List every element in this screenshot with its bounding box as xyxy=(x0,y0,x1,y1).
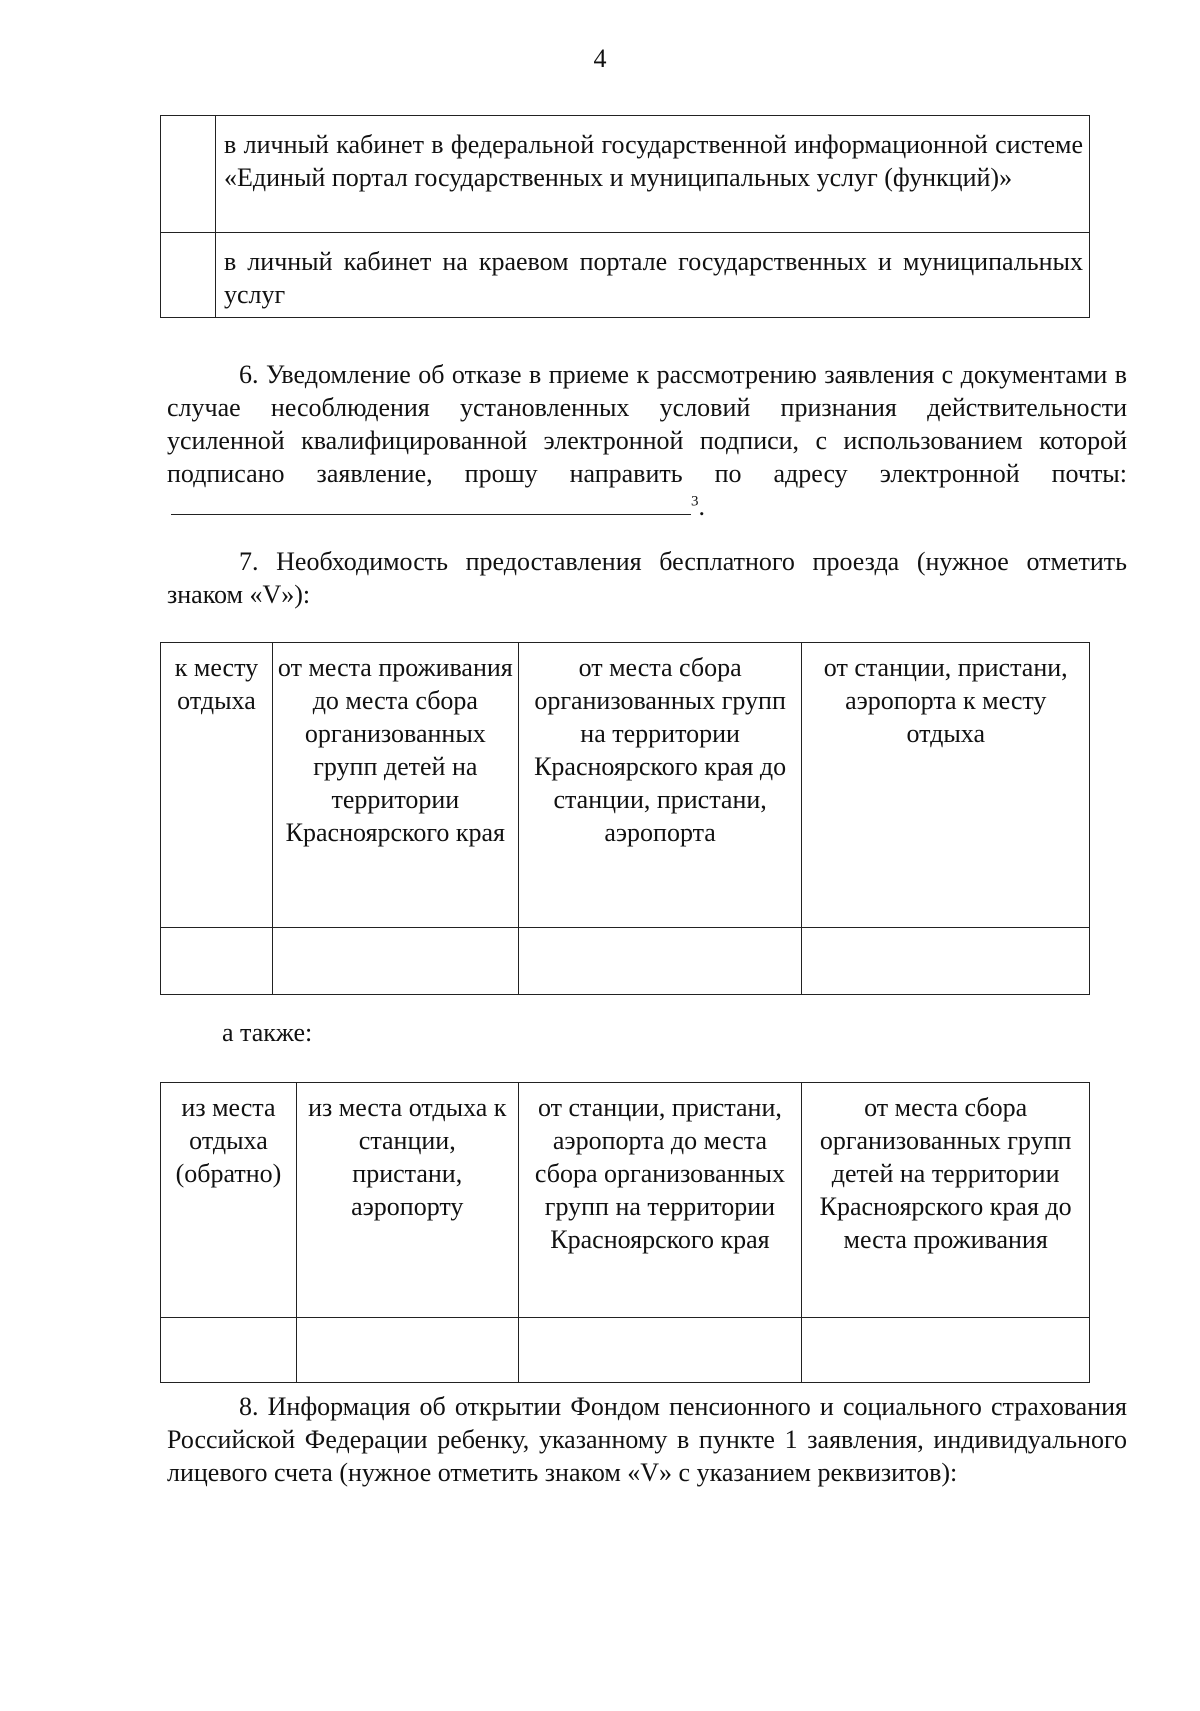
mark-cell[interactable] xyxy=(296,1318,518,1383)
section-7-paragraph xyxy=(167,545,1127,611)
page-number: 4 xyxy=(593,44,607,73)
table-header-row xyxy=(161,643,1090,928)
header-cell: от места проживания до места сбора организованных групп детей на территории Красноярского края xyxy=(272,643,518,928)
section-6-paragraph xyxy=(167,358,1127,523)
delivery-option-gosuslugi: в личный кабинет в федеральной государственной информационной системе «Единый портал государственных и муниципальных услуг (функций)» xyxy=(216,116,1090,233)
travel-back-table xyxy=(160,1082,1090,1383)
table-row xyxy=(161,233,1090,318)
header-cell: из места отдыха (обратно) xyxy=(161,1083,297,1318)
mark-cell[interactable] xyxy=(161,928,273,995)
header-cell: к месту отдыха xyxy=(161,643,273,928)
header-cell: от станции, пристани, аэропорта до места сбора организованных групп на территории Красноярского края xyxy=(518,1083,802,1318)
section-6-text: 6. Уведомление об отказе в приеме к рассмотрению заявления с документами в случае несоблюдения установленных условий признания действительности усиленной квалифицированной электронной подписи, с использованием которой подписано заявление, прошу направить по адресу электронной почты: xyxy=(167,360,1127,488)
mark-cell[interactable] xyxy=(161,1318,297,1383)
email-input-line[interactable] xyxy=(171,492,691,515)
section-8-paragraph xyxy=(167,1390,1127,1489)
travel-to-table xyxy=(160,642,1090,995)
mark-cell[interactable] xyxy=(802,928,1090,995)
section-7-text: 7. Необходимость предоставления бесплатного проезда (нужное отметить знаком «V»): xyxy=(167,547,1127,609)
delivery-method-table xyxy=(160,115,1090,318)
mark-cell[interactable] xyxy=(518,928,802,995)
mark-row xyxy=(161,928,1090,995)
table-row xyxy=(161,116,1090,233)
footnote-marker: 3 xyxy=(691,493,699,510)
mark-cell[interactable] xyxy=(518,1318,802,1383)
checkbox-cell[interactable] xyxy=(161,233,216,318)
header-cell: от станции, пристани, аэропорта к месту отдыха xyxy=(802,643,1090,928)
header-cell: от места сбора организованных групп на территории Красноярского края до станции, пристани, аэропорта xyxy=(518,643,802,928)
section-8-text: 8. Информация об открытии Фондом пенсионного и социального страхования Российской Федерации ребенку, указанному в пункте 1 заявления, индивидуального лицевого счета (нужное отметить знаком «V» с указанием реквизитов): xyxy=(167,1392,1127,1487)
mark-cell[interactable] xyxy=(802,1318,1090,1383)
also-label: а также: xyxy=(222,1018,313,1047)
checkbox-cell[interactable] xyxy=(161,116,216,233)
delivery-option-regional-portal: в личный кабинет на краевом портале государственных и муниципальных услуг xyxy=(216,233,1090,318)
mark-row xyxy=(161,1318,1090,1383)
header-cell: от места сбора организованных групп детей на территории Красноярского края до места проживания xyxy=(802,1083,1090,1318)
mark-cell[interactable] xyxy=(272,928,518,995)
section-6-end: . xyxy=(698,492,705,521)
table-header-row xyxy=(161,1083,1090,1318)
header-cell: из места отдыха к станции, пристани, аэропорту xyxy=(296,1083,518,1318)
